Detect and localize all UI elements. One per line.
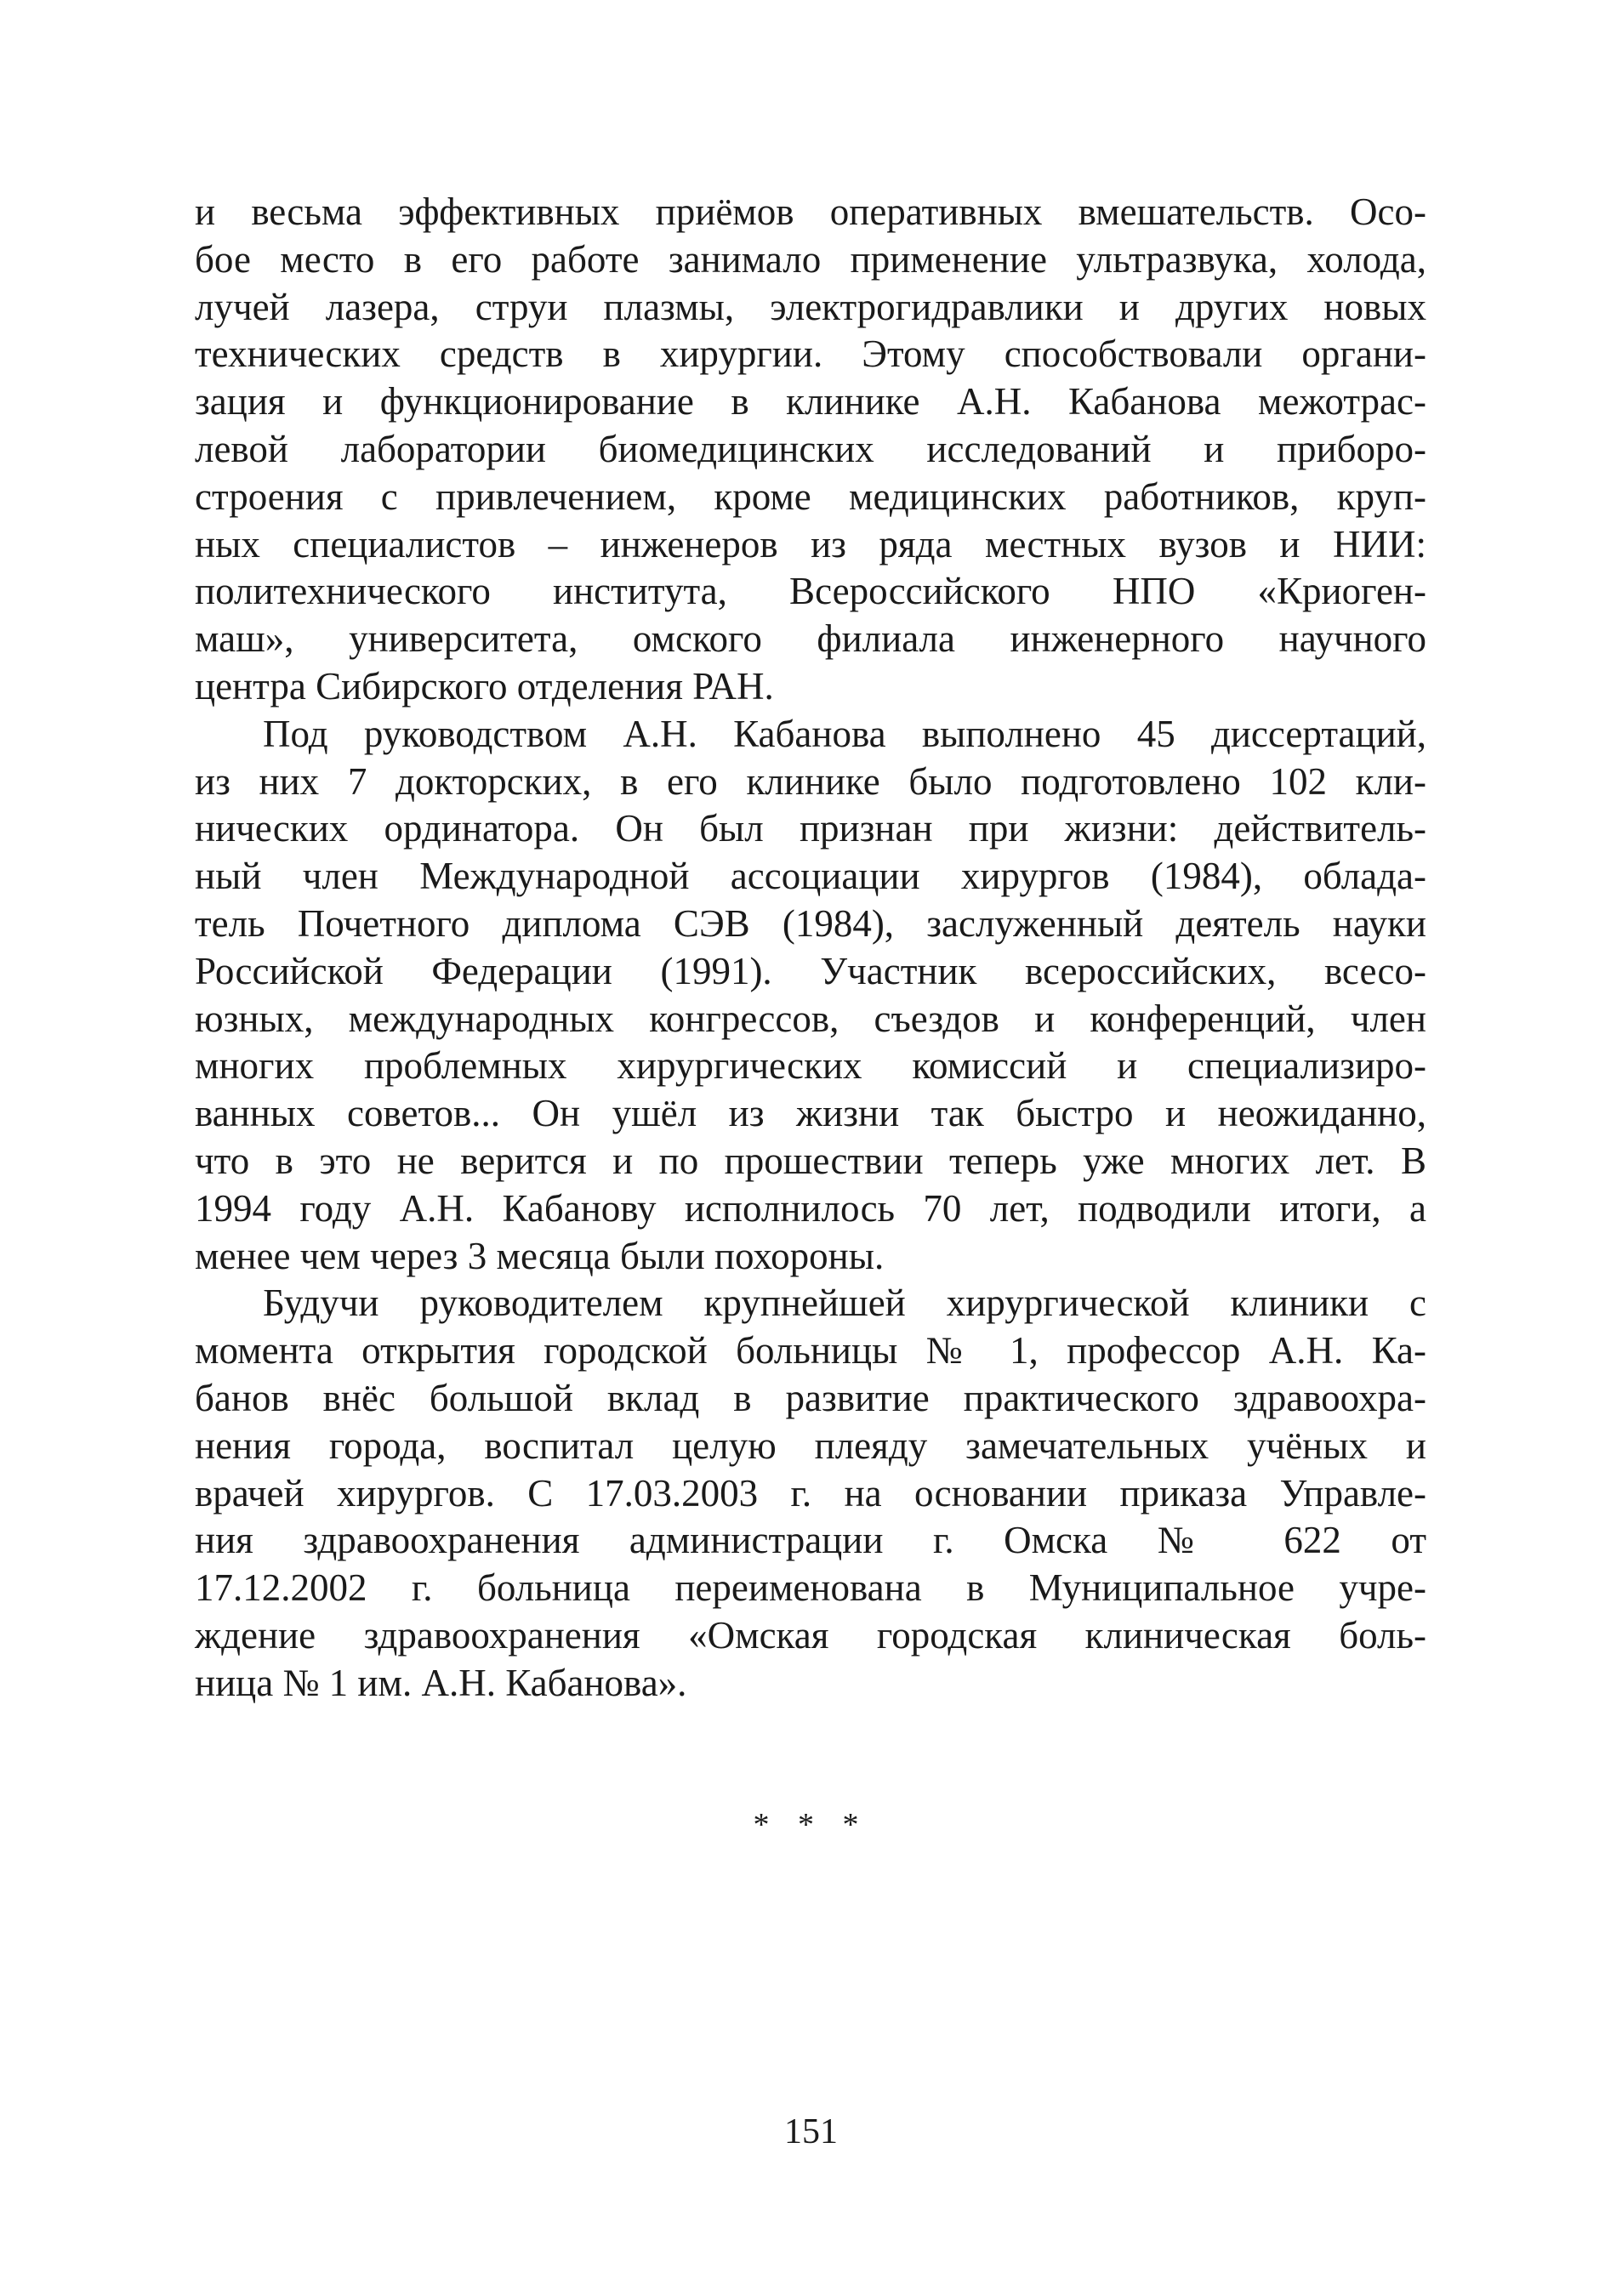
- text-line: и весьма эффективных приёмов оперативных вмешательств. Осо-: [195, 190, 1426, 233]
- text-line: 1994 году А.Н. Кабанову исполнилось 70 лет, подводили итоги, а: [195, 1186, 1426, 1230]
- text-line: Под руководством А.Н. Кабанова выполнено 45 диссертаций,: [263, 712, 1426, 755]
- text-line: политехнического института, Всероссийского НПО «Криоген-: [195, 570, 1426, 613]
- paragraph-2: [195, 711, 1426, 1281]
- text-line: центра Сибирского отделения РАН.: [195, 664, 774, 708]
- text-line: зация и функционирование в клинике А.Н. Кабанова межотрас-: [195, 380, 1426, 423]
- text-line: левой лаборатории биомедицинских исследований и приборо-: [195, 427, 1426, 470]
- text-line: лучей лазера, струи плазмы, электрогидравлики и других новых: [195, 285, 1426, 328]
- text-line: банов внёс большой вклад в развитие практического здравоохра-: [195, 1376, 1426, 1419]
- text-line: из них 7 докторских, в его клинике было подготовлено 102 кли-: [195, 759, 1426, 803]
- text-line: что в это не верится и по прошествии теперь уже многих лет. В: [195, 1139, 1426, 1182]
- page-number: 151: [784, 2112, 838, 2151]
- text-line: ния здравоохранения администрации г. Омска № 622 от: [195, 1519, 1426, 1562]
- body-text: [195, 189, 1426, 1708]
- text-line: менее чем через 3 месяца были похороны.: [195, 1234, 885, 1277]
- text-line: ный член Международной ассоциации хирургов (1984), облада-: [195, 855, 1426, 898]
- text-line: ница № 1 им. А.Н. Кабанова».: [195, 1661, 687, 1704]
- paragraph-3: [195, 1280, 1426, 1707]
- text-line: бое место в его работе занимало применение ультразвука, холода,: [195, 237, 1426, 281]
- text-line: момента открытия городской больницы № 1, профессор А.Н. Ка-: [195, 1329, 1426, 1372]
- text-line: строения с привлечением, кроме медицинских работников, круп-: [195, 475, 1426, 518]
- text-line: Российской Федерации (1991). Участник всероссийских, всесо-: [195, 949, 1426, 992]
- text-line: юзных, международных конгрессов, съездов и конференций, член: [195, 997, 1426, 1040]
- text-line: тель Почетного диплома СЭВ (1984), заслуженный деятель науки: [195, 901, 1426, 945]
- text-line: маш», университета, омского филиала инженерного научного: [195, 617, 1426, 661]
- section-separator: * * *: [753, 1807, 869, 1843]
- text-line: нения города, воспитал целую плеяду замечательных учёных и: [195, 1424, 1426, 1467]
- text-line: врачей хирургов. С 17.03.2003 г. на основании приказа Управле-: [195, 1471, 1426, 1515]
- text-line: технических средств в хирургии. Этому способствовали органи-: [195, 332, 1426, 376]
- text-line: Будучи руководителем крупнейшей хирургической клиники с: [263, 1282, 1426, 1325]
- text-line: 17.12.2002 г. больница переименована в Муниципальное учре-: [195, 1566, 1426, 1610]
- text-line: ванных советов... Он ушёл из жизни так быстро и неожиданно,: [195, 1092, 1426, 1135]
- text-line: ных специалистов – инженеров из ряда местных вузов и НИИ:: [195, 522, 1426, 565]
- text-line: нических ординатора. Он был признан при жизни: действитель-: [195, 807, 1426, 850]
- paragraph-1: [195, 189, 1426, 711]
- text-line: многих проблемных хирургических комиссий и специализиро-: [195, 1044, 1426, 1088]
- text-line: ждение здравоохранения «Омская городская клиническая боль-: [195, 1613, 1426, 1657]
